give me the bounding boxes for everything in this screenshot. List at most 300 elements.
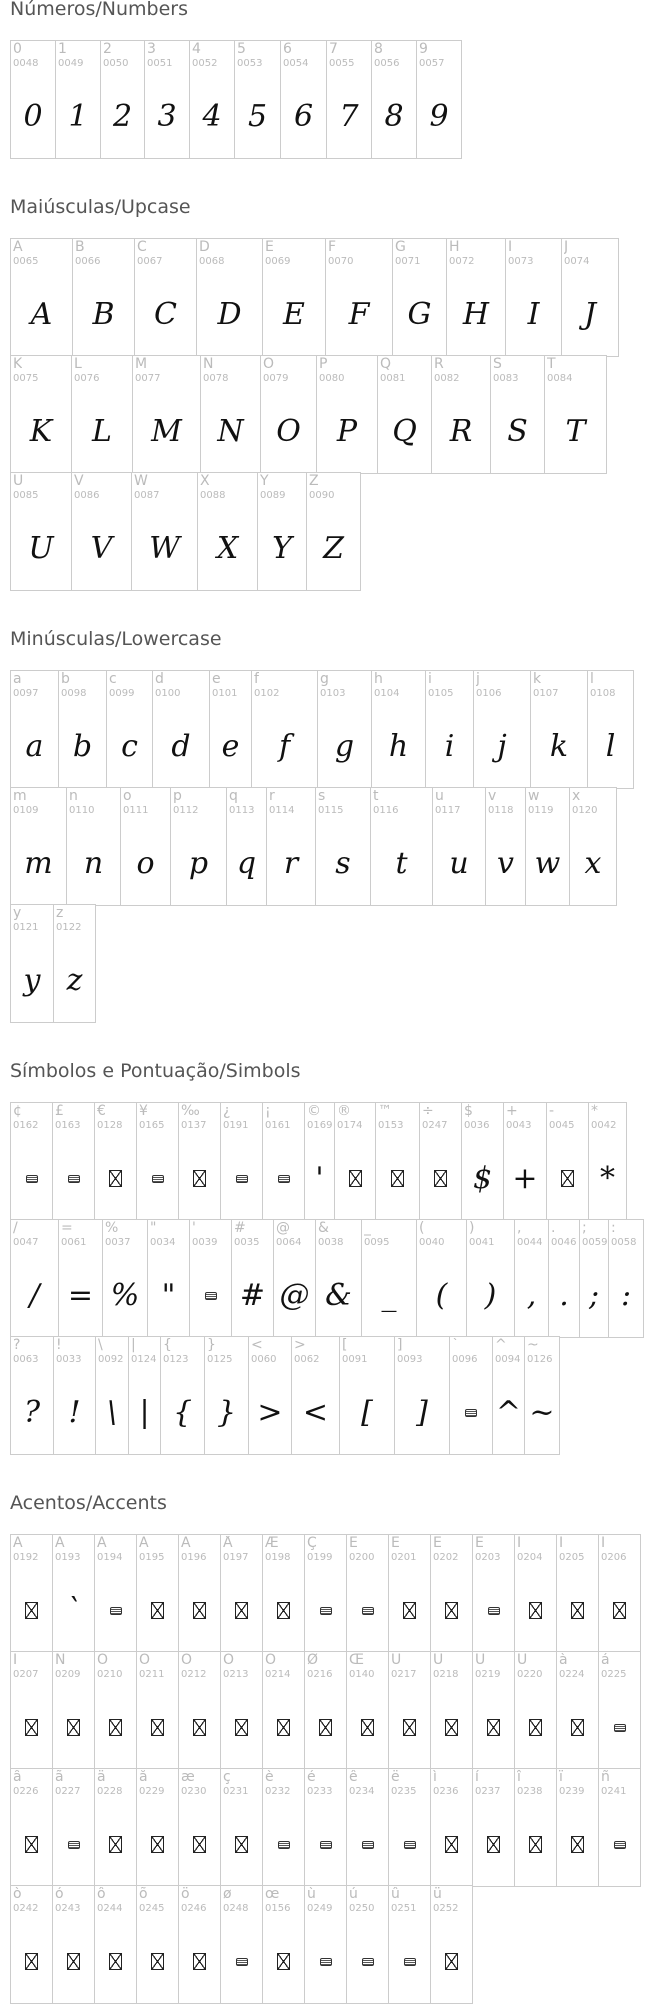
- glyph-code: 0066: [75, 256, 101, 267]
- glyph-sample: N: [217, 414, 244, 449]
- missing-glyph-icon: [613, 1602, 626, 1619]
- glyph-sample: [11, 1145, 52, 1212]
- glyph-code: 0042: [591, 1120, 617, 1131]
- placeholder-glyph-icon: [488, 1607, 500, 1615]
- glyph-sample: [221, 1694, 262, 1761]
- glyph-sample: [557, 1694, 598, 1761]
- glyph-code: 0237: [475, 1786, 501, 1797]
- glyph-code: 0165: [139, 1120, 165, 1131]
- glyph-char: Z: [309, 474, 319, 489]
- glyph-char: 8: [374, 42, 383, 57]
- glyph-cell: [11, 1652, 53, 1769]
- glyph-char: R: [434, 357, 444, 372]
- glyph-sample: [305, 1694, 346, 1761]
- glyph-code: 0234: [349, 1786, 375, 1797]
- glyph-cell: [317, 356, 378, 473]
- glyph-cell: [53, 1103, 95, 1220]
- glyph-code: 0065: [13, 256, 39, 267]
- glyph-cell: [11, 239, 73, 356]
- glyph-sample: [263, 1811, 304, 1878]
- glyph-cell: [96, 1337, 129, 1454]
- glyph-cell: [107, 671, 153, 788]
- glyph-cell: [137, 1886, 179, 2003]
- glyph-char: ñ: [601, 1770, 610, 1785]
- glyph-cell: [557, 1535, 599, 1652]
- glyph-cell: [263, 1769, 305, 1886]
- glyph-sample: [137, 1811, 178, 1878]
- glyph-sample: C: [154, 297, 177, 332]
- glyph-code: 0230: [181, 1786, 207, 1797]
- glyph-row: [10, 40, 462, 159]
- glyph-sample: [221, 1577, 262, 1644]
- glyph-char: Á: [55, 1536, 65, 1551]
- glyph-sample: }: [216, 1395, 237, 1430]
- glyph-cell: [11, 1103, 53, 1220]
- glyph-sample: U: [28, 531, 54, 566]
- placeholder-glyph-icon: [404, 1841, 416, 1849]
- glyph-sample: 9: [429, 99, 449, 134]
- missing-glyph-icon: [571, 1602, 584, 1619]
- glyph-code: 0102: [254, 688, 280, 699]
- glyph-sample: [11, 1928, 52, 1995]
- glyph-cell: [467, 1220, 515, 1337]
- glyph-code: 0112: [173, 805, 199, 816]
- glyph-code: 0049: [58, 58, 84, 69]
- glyph-sample: +: [512, 1161, 538, 1196]
- glyph-sample: [179, 1928, 220, 1995]
- glyph-code: 0216: [307, 1669, 333, 1680]
- glyph-char: ï: [559, 1770, 563, 1785]
- glyph-sample: [11, 1694, 52, 1761]
- glyph-cell: [431, 1886, 473, 2003]
- glyph-char: 0: [13, 42, 22, 57]
- glyph-sample: r: [283, 846, 299, 881]
- glyph-code: 0079: [263, 373, 289, 384]
- glyph-code: 0205: [559, 1552, 585, 1563]
- glyph-code: 0078: [203, 373, 229, 384]
- glyph-code: 0104: [374, 688, 400, 699]
- glyph-cell: [599, 1652, 641, 1769]
- glyph-cell: [56, 41, 101, 158]
- missing-glyph-icon: [109, 1836, 122, 1853]
- glyph-sample: [389, 1811, 430, 1878]
- glyph-code: 0174: [337, 1120, 363, 1131]
- glyph-cell: [486, 788, 526, 905]
- missing-glyph-icon: [391, 1170, 404, 1187]
- glyph-char: /: [13, 1221, 18, 1236]
- glyph-sample: L: [92, 414, 112, 449]
- glyph-sample: K: [29, 414, 53, 449]
- glyph-sample: [599, 1811, 640, 1878]
- glyph-code: 0219: [475, 1669, 501, 1680]
- glyph-char: ì: [433, 1770, 437, 1785]
- glyph-cell: [221, 1652, 263, 1769]
- glyph-sample: [557, 1811, 598, 1878]
- glyph-code: 0035: [234, 1237, 260, 1248]
- glyph-char: é: [307, 1770, 316, 1785]
- glyph-code: 0048: [13, 58, 39, 69]
- glyph-char: â: [13, 1770, 22, 1785]
- glyph-sample: [515, 1811, 556, 1878]
- glyph-sample: o: [136, 846, 155, 881]
- glyph-sample: t: [395, 846, 408, 881]
- glyph-char: @: [276, 1221, 290, 1236]
- placeholder-glyph-icon: [320, 1958, 332, 1966]
- glyph-sample: [347, 1577, 388, 1644]
- glyph-sample: [431, 1577, 472, 1644]
- glyph-sample: Z: [323, 531, 344, 566]
- glyph-code: 0101: [212, 688, 238, 699]
- glyph-sample: E: [283, 297, 305, 332]
- glyph-char: h: [374, 672, 383, 687]
- glyph-code: 0045: [549, 1120, 575, 1131]
- glyph-char: x: [572, 789, 581, 804]
- glyph-code: 0111: [123, 805, 149, 816]
- glyph-cell: [11, 41, 56, 158]
- glyph-char: U: [13, 474, 24, 489]
- glyph-code: 0100: [155, 688, 181, 699]
- glyph-char: g: [320, 672, 329, 687]
- glyph-cell: [589, 1103, 627, 1220]
- glyph-code: 0199: [307, 1552, 333, 1563]
- glyph-char: W: [134, 474, 148, 489]
- glyph-code: 0201: [391, 1552, 417, 1563]
- glyph-char: ®: [337, 1104, 351, 1119]
- glyph-code: 0249: [307, 1903, 333, 1914]
- glyph-sample: [263, 1577, 304, 1644]
- glyph-cell: [431, 1535, 473, 1652]
- missing-glyph-icon: [25, 1953, 38, 1970]
- glyph-code: 0113: [229, 805, 255, 816]
- glyph-cell: [491, 356, 545, 473]
- glyph-sample: [557, 1577, 598, 1644]
- glyph-sample: >: [257, 1395, 283, 1430]
- glyph-cell: [263, 1886, 305, 2003]
- glyph-cell: [153, 671, 210, 788]
- glyph-code: 0082: [434, 373, 460, 384]
- glyph-sample: a: [25, 729, 44, 764]
- glyph-sample: ~: [529, 1395, 555, 1430]
- glyph-cell: [389, 1535, 431, 1652]
- missing-glyph-icon: [445, 1953, 458, 1970]
- glyph-cell: [95, 1535, 137, 1652]
- glyph-sample: 0: [23, 99, 43, 134]
- glyph-code: 0037: [105, 1237, 131, 1248]
- missing-glyph-icon: [151, 1602, 164, 1619]
- glyph-cell: [59, 1220, 103, 1337]
- glyph-sample: [335, 1145, 375, 1212]
- glyph-char: u: [435, 789, 444, 804]
- glyph-char: ç: [223, 1770, 231, 1785]
- glyph-sample: 6: [293, 99, 314, 134]
- glyph-sample: [137, 1928, 178, 1995]
- glyph-char: ^: [495, 1338, 507, 1353]
- glyph-sample: _: [381, 1278, 397, 1313]
- glyph-char: E: [265, 240, 274, 255]
- glyph-char: ö: [181, 1887, 190, 1902]
- glyph-char: F: [328, 240, 337, 255]
- glyph-char: õ: [139, 1887, 148, 1902]
- glyph-cell: [433, 788, 486, 905]
- glyph-cell: [393, 239, 447, 356]
- glyph-code: 0247: [422, 1120, 448, 1131]
- glyph-cell: [263, 1652, 305, 1769]
- glyph-code: 0080: [319, 373, 345, 384]
- glyph-sample: W: [149, 531, 180, 566]
- glyph-sample: [: [361, 1395, 373, 1430]
- glyph-cell: [372, 41, 417, 158]
- glyph-sample: G: [407, 297, 432, 332]
- glyph-sample: x: [584, 846, 602, 881]
- glyph-sample: *: [600, 1161, 615, 1196]
- glyph-cell: [11, 1535, 53, 1652]
- glyph-sample: f: [278, 729, 291, 764]
- glyph-cell: [179, 1652, 221, 1769]
- glyph-sample: i: [444, 729, 455, 764]
- glyph-code: 0122: [56, 922, 82, 933]
- glyph-cell: [570, 788, 617, 905]
- glyph-code: 0057: [419, 58, 445, 69]
- glyph-char: k: [533, 672, 542, 687]
- placeholder-glyph-icon: [362, 1841, 374, 1849]
- glyph-code: 0064: [276, 1237, 302, 1248]
- glyph-code: 0161: [265, 1120, 291, 1131]
- glyph-char: Ê: [433, 1536, 442, 1551]
- glyph-cell: [378, 356, 432, 473]
- glyph-code: 0140: [349, 1669, 375, 1680]
- glyph-cell: [372, 671, 426, 788]
- glyph-code: 0238: [517, 1786, 543, 1797]
- glyph-code: 0073: [508, 256, 534, 267]
- glyph-cell: [263, 1103, 305, 1220]
- glyph-code: 0033: [56, 1354, 82, 1365]
- glyph-char: `: [452, 1338, 459, 1353]
- glyph-sample: g: [334, 729, 355, 764]
- glyph-char: ü: [433, 1887, 442, 1902]
- glyph-char: Æ: [265, 1536, 279, 1551]
- missing-glyph-icon: [193, 1836, 206, 1853]
- glyph-cell: [588, 671, 634, 788]
- glyph-sample: [473, 1694, 514, 1761]
- placeholder-glyph-icon: [278, 1175, 290, 1183]
- glyph-cell: [420, 1103, 462, 1220]
- glyph-char: 5: [237, 42, 246, 57]
- glyph-cell: [11, 671, 59, 788]
- glyph-sample: I: [527, 297, 540, 332]
- glyph-cell: [316, 788, 371, 905]
- glyph-code: 0067: [137, 256, 163, 267]
- glyph-sample: [95, 1928, 136, 1995]
- glyph-sample: [515, 1577, 556, 1644]
- glyph-char: Ç: [307, 1536, 317, 1551]
- glyph-code: 0236: [433, 1786, 459, 1797]
- glyph-char: _: [364, 1221, 371, 1236]
- placeholder-glyph-icon: [614, 1724, 626, 1732]
- glyph-sample: 7: [339, 99, 359, 134]
- missing-glyph-icon: [487, 1836, 500, 1853]
- glyph-sample: [599, 1577, 640, 1644]
- glyph-char: î: [517, 1770, 521, 1785]
- glyph-sample: %: [110, 1278, 140, 1313]
- glyph-char: Ø: [307, 1653, 319, 1668]
- glyph-cell: [473, 1535, 515, 1652]
- glyph-char: Â: [97, 1536, 107, 1551]
- glyph-sample: [53, 1694, 94, 1761]
- glyph-char: +: [506, 1104, 518, 1119]
- glyph-char: O: [263, 357, 275, 372]
- glyph-char: t: [373, 789, 379, 804]
- glyph-cell: [11, 1220, 59, 1337]
- glyph-code: 0193: [55, 1552, 81, 1563]
- glyph-char: Ñ: [55, 1653, 66, 1668]
- glyph-code: 0162: [13, 1120, 39, 1131]
- missing-glyph-icon: [25, 1719, 38, 1736]
- glyph-cell: [95, 1769, 137, 1886]
- glyph-cell: [53, 1652, 95, 1769]
- glyph-cell: [515, 1769, 557, 1886]
- glyph-char: ÷: [422, 1104, 434, 1119]
- glyph-cell: [221, 1886, 263, 2003]
- glyph-sample: S: [507, 414, 528, 449]
- glyph-sample: s: [335, 846, 351, 881]
- glyph-cell: [395, 1337, 450, 1454]
- missing-glyph-icon: [193, 1953, 206, 1970]
- placeholder-glyph-icon: [205, 1292, 217, 1300]
- glyph-char: w: [528, 789, 540, 804]
- glyph-char: I: [508, 240, 513, 255]
- glyph-code: 0115: [318, 805, 344, 816]
- glyph-sample: [137, 1145, 178, 1212]
- glyph-sample: [305, 1577, 346, 1644]
- glyph-cell: [53, 1886, 95, 2003]
- glyph-cell: [148, 1220, 190, 1337]
- glyph-char: í: [475, 1770, 479, 1785]
- glyph-char: #: [234, 1221, 246, 1236]
- glyph-cell: [305, 1886, 347, 2003]
- glyph-char: {: [163, 1338, 172, 1353]
- glyph-char: Ë: [475, 1536, 484, 1551]
- glyph-sample: [11, 1577, 52, 1644]
- glyph-char: Ò: [97, 1653, 109, 1668]
- glyph-sample: R: [449, 414, 473, 449]
- glyph-cell: [67, 788, 121, 905]
- placeholder-glyph-icon: [236, 1175, 248, 1183]
- glyph-char: >: [294, 1338, 306, 1353]
- glyph-sample: y: [23, 963, 41, 998]
- glyph-sample: ": [161, 1278, 176, 1313]
- glyph-cell: [190, 1220, 232, 1337]
- glyph-cell: [95, 1652, 137, 1769]
- glyph-cell: [121, 788, 171, 905]
- glyph-char: è: [265, 1770, 274, 1785]
- glyph-code: 0248: [223, 1903, 249, 1914]
- placeholder-glyph-icon: [26, 1175, 38, 1183]
- missing-glyph-icon: [67, 1953, 80, 1970]
- missing-glyph-icon: [67, 1719, 80, 1736]
- glyph-cell: [504, 1103, 547, 1220]
- glyph-char: ¡: [265, 1104, 271, 1119]
- glyph-row: [10, 670, 634, 789]
- glyph-sample: b: [72, 729, 93, 764]
- glyph-code: 0095: [364, 1237, 390, 1248]
- glyph-sample: [389, 1577, 430, 1644]
- glyph-code: 0077: [135, 373, 161, 384]
- glyph-char: ): [469, 1221, 475, 1236]
- missing-glyph-icon: [235, 1602, 248, 1619]
- glyph-cell: [580, 1220, 609, 1337]
- glyph-sample: ): [484, 1278, 497, 1313]
- glyph-code: 0039: [192, 1237, 218, 1248]
- glyph-cell: [11, 1769, 53, 1886]
- glyph-sample: ,: [526, 1278, 537, 1313]
- glyph-sample: c: [121, 729, 138, 764]
- glyph-sample: T: [565, 414, 586, 449]
- missing-glyph-icon: [571, 1836, 584, 1853]
- glyph-cell: [261, 356, 317, 473]
- glyph-code: 0137: [181, 1120, 207, 1131]
- placeholder-glyph-icon: [152, 1175, 164, 1183]
- glyph-cell: [431, 1769, 473, 1886]
- glyph-cell: [506, 239, 562, 356]
- missing-glyph-icon: [25, 1602, 38, 1619]
- missing-glyph-icon: [277, 1602, 290, 1619]
- glyph-code: 0210: [97, 1669, 123, 1680]
- glyph-sample: F: [348, 297, 370, 332]
- glyph-cell: [179, 1103, 221, 1220]
- glyph-code: 0207: [13, 1669, 39, 1680]
- glyph-cell: [11, 788, 67, 905]
- glyph-char: f: [254, 672, 259, 687]
- glyph-cell: [53, 1769, 95, 1886]
- glyph-char: ¢: [13, 1104, 22, 1119]
- missing-glyph-icon: [403, 1719, 416, 1736]
- glyph-sample: p: [188, 846, 209, 881]
- glyph-row: [10, 1336, 560, 1455]
- glyph-char: B: [75, 240, 85, 255]
- glyph-sample: !: [68, 1395, 81, 1430]
- glyph-code: 0097: [13, 688, 39, 699]
- glyph-cell: [493, 1337, 525, 1454]
- glyph-cell: [11, 1886, 53, 2003]
- glyph-code: 0106: [476, 688, 502, 699]
- glyph-char: ¥: [139, 1104, 148, 1119]
- glyph-char: Ã: [139, 1536, 149, 1551]
- glyph-cell: [263, 1535, 305, 1652]
- glyph-char: Å: [223, 1536, 233, 1551]
- glyph-cell: [376, 1103, 420, 1220]
- glyph-char: v: [488, 789, 497, 804]
- glyph-sample: e: [221, 729, 240, 764]
- glyph-cell: [545, 356, 607, 473]
- glyph-char: Î: [601, 1536, 606, 1551]
- glyph-cell: [72, 473, 132, 590]
- glyph-cell: [267, 788, 316, 905]
- glyph-sample: ^: [495, 1395, 522, 1430]
- glyph-char: á: [601, 1653, 610, 1668]
- glyph-sample: \: [106, 1395, 118, 1430]
- glyph-cell: [221, 1769, 263, 1886]
- glyph-sample: [376, 1145, 419, 1212]
- glyph-code: 0242: [13, 1903, 39, 1914]
- glyph-sample: [95, 1811, 136, 1878]
- glyph-code: 0096: [452, 1354, 478, 1365]
- glyph-char: \: [98, 1338, 103, 1353]
- glyph-code: 0051: [147, 58, 173, 69]
- glyph-char: e: [212, 672, 221, 687]
- glyph-code: 0089: [260, 490, 286, 501]
- glyph-code: 0225: [601, 1669, 627, 1680]
- glyph-char: ©: [307, 1104, 321, 1119]
